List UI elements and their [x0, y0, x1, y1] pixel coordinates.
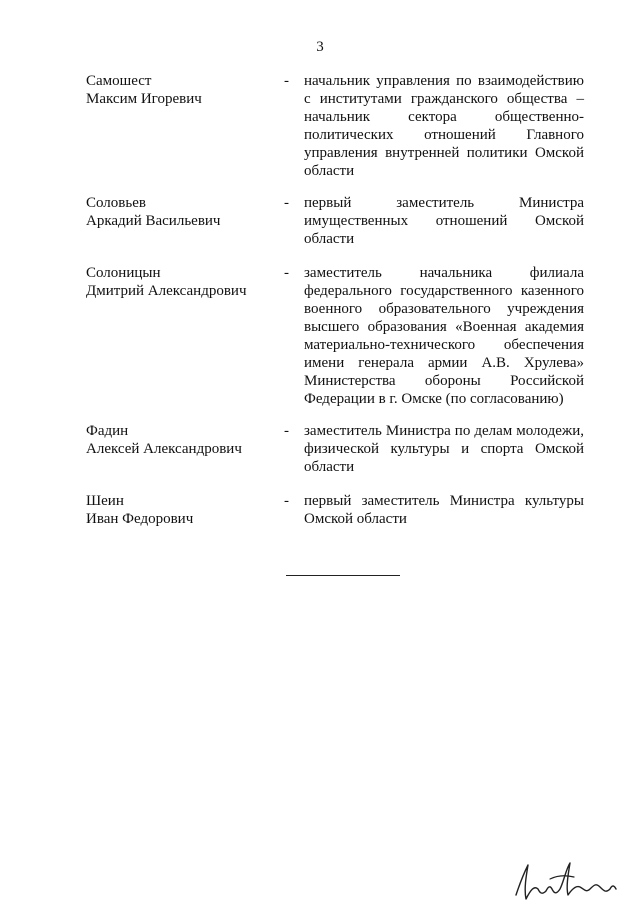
dash: -: [284, 195, 289, 211]
person-name: [86, 72, 276, 108]
divider: [286, 575, 400, 576]
position-text: заместитель Министра по делам молодежи, физической культуры и спорта Омской области: [304, 423, 584, 475]
dash: -: [284, 73, 289, 89]
surname: Соловьев: [86, 195, 146, 211]
person-name: [86, 194, 276, 230]
position-text: первый заместитель Министра имущественных отношений Омской области: [304, 195, 584, 247]
given-names: Аркадий Васильевич: [86, 213, 221, 229]
surname: Шеин: [86, 493, 124, 509]
surname: Фадин: [86, 423, 129, 439]
given-names: Алексей Александрович: [86, 441, 242, 457]
given-names: Иван Федорович: [86, 511, 194, 527]
person-name: [86, 422, 276, 458]
surname: Солоницын: [86, 265, 161, 281]
person-name: [86, 264, 276, 300]
dash: -: [284, 265, 289, 281]
person-name: [86, 492, 276, 528]
dash: -: [284, 423, 289, 439]
position-text: заместитель начальника филиала федерального государственного казенного военного образовательного учреждения высшего образования «Военная академия материально-технического обеспечения имени генерала армии А.В. Хрулева» Министерства обороны Российской Федерации в г. Омске (по согласованию): [304, 265, 584, 407]
handwritten-signature-icon: [510, 855, 620, 903]
page-number: 3: [316, 39, 324, 55]
given-names: Дмитрий Александрович: [86, 283, 247, 299]
dash: -: [284, 493, 289, 509]
surname: Самошест: [86, 73, 152, 89]
given-names: Максим Игоревич: [86, 91, 202, 107]
position-text: начальник управления по взаимодействию с институтами гражданского общества – начальник сектора общественно-политических отношений Главного управления внутренней политики Омской области: [304, 73, 584, 179]
position-text: первый заместитель Министра культуры Омской области: [304, 493, 584, 527]
